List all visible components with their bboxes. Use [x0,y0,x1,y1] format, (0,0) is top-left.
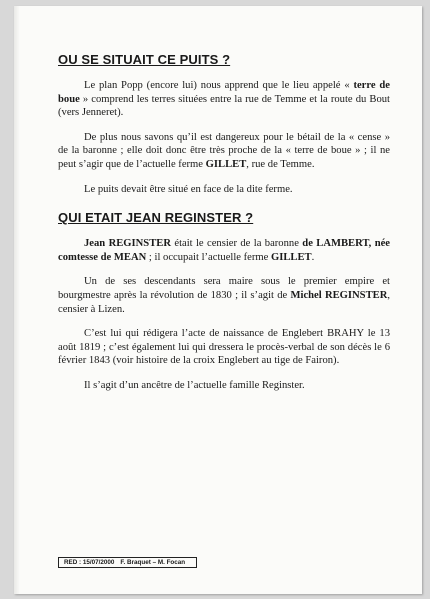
section2-heading: QUI ETAIT JEAN REGINSTER ? [58,210,254,226]
bold-de-lambert: de LAMBERT, née comtesse de MEAN [58,238,390,263]
bold-michel-reginster: Michel REGINSTER [290,289,388,301]
document-content [58,52,390,393]
footer-authors: F. Braquet – M. Focan [120,559,186,566]
section2-paragraph-2: Un de ses descendants sera maire sous le premier empire et bourgmestre après la révolution de 1830 ; il s’agit de Michel REGINSTER, censier à Lizen. [58,276,391,315]
section2-paragraph-1: Jean REGINSTER était le censier de la baronne de LAMBERT, née comtesse de MEAN ; il occupait l’actuelle ferme GILLET. [58,238,390,263]
footer-credit-box [58,557,197,568]
page-edge-shadow [14,6,20,594]
section1-paragraph-2: De plus nous savons qu’il est dangereux pour le bétail de la « cense » de la baronne ; elle doit donc être très proche de la « terre de boue » ; il ne peut s’agir que de l’actuelle ferme GILLET, rue de Temme. [58,131,390,170]
section2-paragraph-3: C’est lui qui rédigera l’acte de naissance de Englebert BRAHY le 13 août 1819 ; c’est également lui qui dressera le procès-verbal de son décès le 6 février 1843 (voir histoire de la croix Englebert au tige de Fairon). [58,328,390,367]
bold-gillet: GILLET [205,158,247,170]
bold-jean-reginster: Jean REGINSTER [84,238,171,250]
footer-red-date: RED : 15/07/2000 [64,559,115,566]
section1-paragraph-3: Le puits devait être situé en face de la dite ferme. [84,183,293,195]
bold-terre-de-boue: terre de boue [58,80,390,105]
document-page [14,6,422,594]
bold-gillet: GILLET [270,251,312,263]
section2-paragraph-4: Il s’agit d’un ancêtre de l’actuelle famille Reginster. [84,379,305,391]
section1-heading: OU SE SITUAIT CE PUITS ? [58,52,231,67]
section1-paragraph-1: Le plan Popp (encore lui) nous apprend que le lieu appelé « terre de boue » comprend les terres situées entre la rue de Temme et la route du Bout (vers Jenneret). [58,80,390,119]
